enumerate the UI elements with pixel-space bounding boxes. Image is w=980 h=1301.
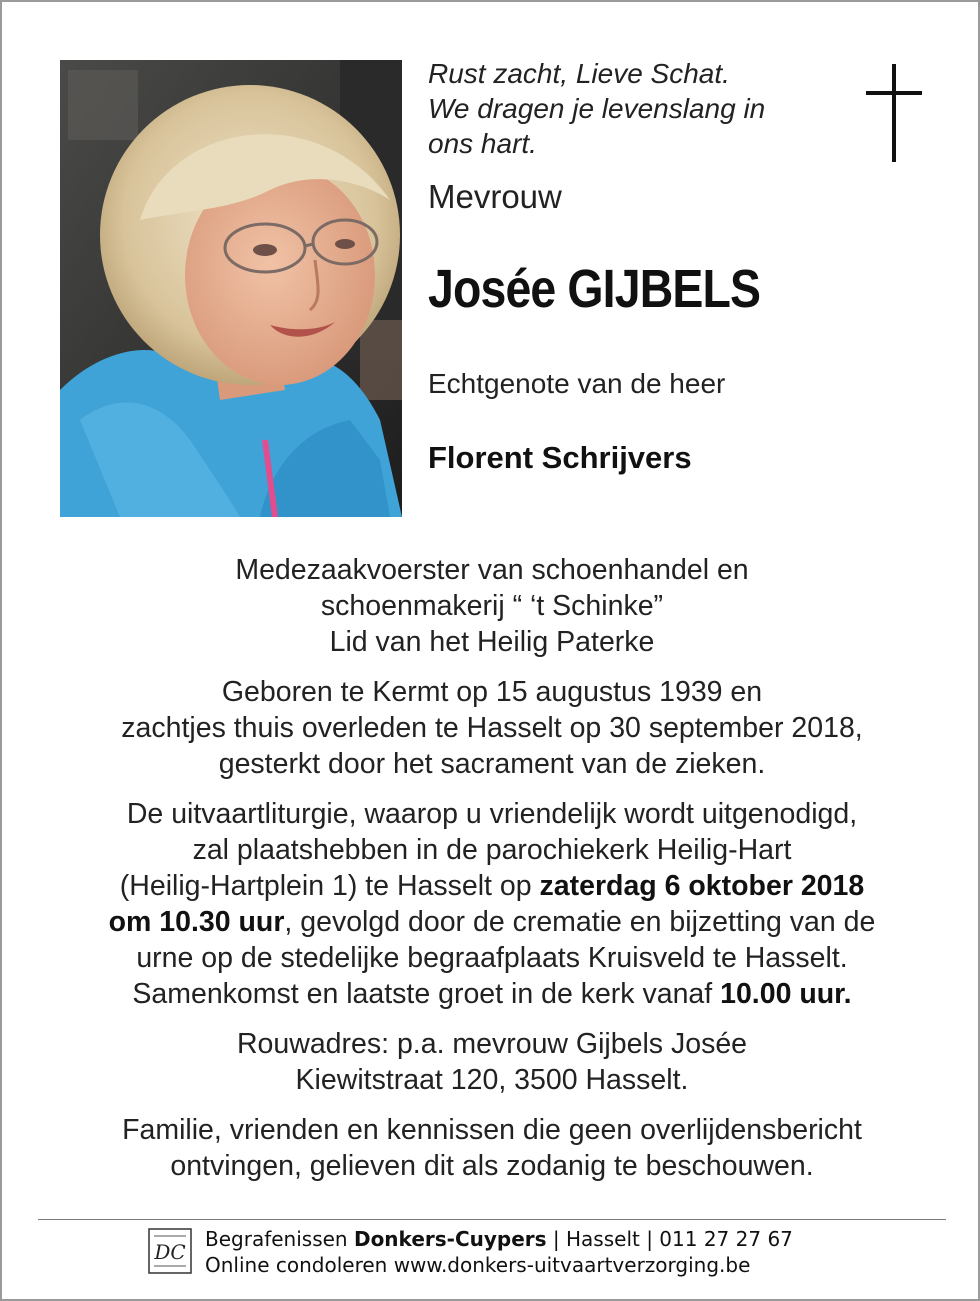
poem-line: Rust zacht, Lieve Schat. (428, 58, 730, 89)
occupation-paragraph (42, 552, 942, 660)
text-line (42, 868, 942, 904)
text-span: Samenkomst en laatste groet in de kerk vanaf (132, 978, 721, 1010)
spouse-intro: Echtgenote van de heer (428, 368, 726, 399)
text-line (42, 976, 942, 1012)
separator: | (546, 1227, 566, 1251)
spouse-name: Florent Schrijvers (428, 440, 692, 475)
text-line: zal plaatshebben in de parochiekerk Heilig-Hart (192, 834, 792, 866)
cross-icon (864, 64, 924, 167)
obituary-body (42, 552, 942, 1198)
funeral-time: om 10.30 uur (108, 906, 285, 938)
separator: | (639, 1227, 660, 1251)
funeral-date: zaterdag 6 oktober 2018 (539, 870, 865, 902)
portrait-illustration (60, 60, 402, 517)
text-line: De uitvaartliturgie, waarop u vriendelijk wordt uitgenodigd, (126, 798, 858, 830)
gathering-time: 10.00 uur. (720, 978, 852, 1010)
company-name: Donkers-Cuypers (353, 1227, 547, 1251)
funeral-home-logo (148, 1228, 192, 1279)
portrait-photo (60, 60, 402, 517)
birth-death-paragraph (42, 674, 942, 782)
company-city: Hasselt (566, 1227, 640, 1251)
text-line: Familie, vrienden en kennissen die geen overlijdensbericht (122, 1114, 862, 1146)
text-span: , gevolgd door de crematie en bijzetting van de (284, 906, 876, 938)
condolence-label: Online condoleren (205, 1253, 394, 1277)
memorial-poem (428, 56, 848, 161)
footer-info (205, 1226, 793, 1278)
text-line: Kiewitstraat 120, 3500 Hasselt. (295, 1064, 689, 1096)
text-line: ontvingen, gelieven dit als zodanig te beschouwen. (170, 1150, 814, 1182)
text-span: (Heilig-Hartplein 1) te Hasselt op (119, 870, 540, 902)
poem-line: We dragen je levenslang in (428, 93, 766, 124)
deceased-name: Josée GIJBELS (428, 259, 761, 319)
text-line: zachtjes thuis overleden te Hasselt op 30 september 2018, (121, 712, 863, 744)
company-phone: 011 27 27 67 (659, 1227, 793, 1251)
honorific: Mevrouw (428, 178, 562, 215)
website-link[interactable]: www.donkers-uitvaartverzorging.be (393, 1253, 751, 1277)
footer-divider (38, 1219, 946, 1220)
text-line: urne op de stedelijke begraafplaats Kruisveld te Hasselt. (136, 942, 848, 974)
text-line: schoenmakerij “ ‘t Schinke” (320, 590, 664, 622)
text-line (42, 904, 942, 940)
text-line: Medezaakvoerster van schoenhandel en (235, 554, 749, 586)
funeral-paragraph (42, 796, 942, 1012)
text-line: gesterkt door het sacrament van de zieken. (218, 748, 766, 780)
poem-line: ons hart. (428, 128, 537, 159)
address-paragraph (42, 1026, 942, 1098)
footer-line-company (205, 1226, 793, 1252)
footer-prefix: Begrafenissen (205, 1227, 354, 1251)
notice-paragraph (42, 1112, 942, 1184)
text-line: Rouwadres: p.a. mevrouw Gijbels Josée (236, 1028, 748, 1060)
logo-letters: DC (154, 1240, 186, 1264)
text-line: Lid van het Heilig Paterke (329, 626, 655, 658)
footer-line-website (205, 1252, 793, 1278)
text-line: Geboren te Kermt op 15 augustus 1939 en (221, 676, 763, 708)
